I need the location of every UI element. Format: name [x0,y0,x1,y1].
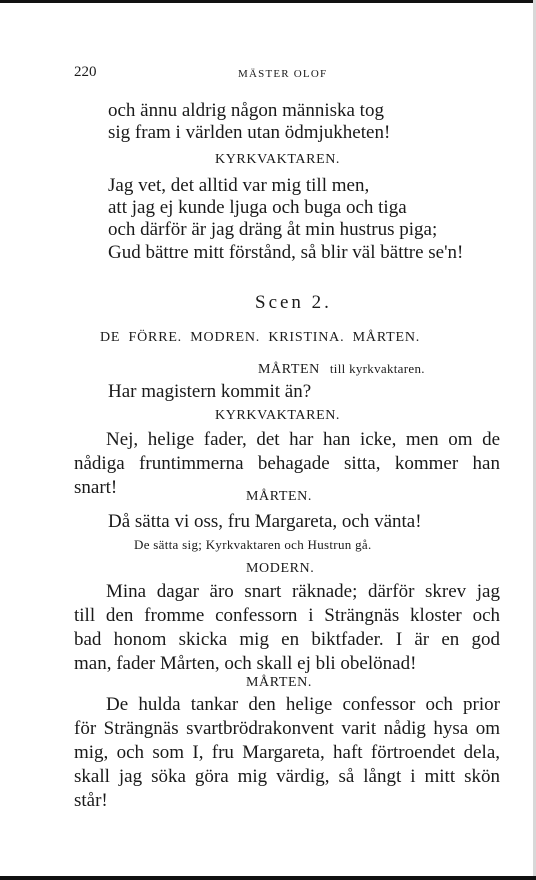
speaker-name: MÅRTEN. [246,675,312,690]
speaker-name: MÅRTEN [258,362,320,377]
page-number: 220 [74,64,97,80]
dialogue-line: Då sätta vi oss, fru Margareta, och vänta! [108,511,422,532]
dialogue-line: Har magistern kommit än? [108,381,312,402]
verse-line: att jag ej kunde ljuga och buga och tiga [108,197,407,218]
speaker-name: KYRKVAKTAREN. [215,152,341,167]
prose-line: mig, och som I, fru Margareta, haft förtroendet dela, [74,742,500,763]
verse-line: och ännu aldrig någon människa tog [108,100,384,121]
scene-title: Scen 2. [255,292,332,313]
verse-line: Gud bättre mitt förstånd, så blir väl bättre se'n! [108,242,464,263]
prose-line: står! [74,790,108,811]
prose-line: Nej, helige fader, det har han icke, men om de [106,429,500,450]
prose-paragraph [74,693,500,813]
speaker-name: KYRKVAKTAREN. [215,408,341,423]
prose-line: till den fromme confessorn i Strängnäs kloster och [74,605,500,626]
speaker-name: MÅRTEN. [246,489,312,504]
prose-line: skall jag söka göra mig värdig, så långt i mitt skön [74,766,500,787]
verse-line: och därför är jag dräng åt min hustrus piga; [108,219,438,240]
stage-direction: till kyrkvaktaren. [329,361,425,376]
running-title: MÄSTER OLOF [238,68,328,80]
prose-line: snart! [74,477,118,498]
bottom-rule [0,876,536,880]
prose-line: bad honom skicka mig en biktfader. I är en god [74,629,500,650]
speaker-with-direction [258,360,425,378]
prose-line: Mina dagar äro snart räknade; därför skrev jag [106,581,500,602]
prose-line: De hulda tankar den helige confessor och prior [106,694,500,715]
verse-line: Jag vet, det alltid var mig till men, [108,175,370,196]
stage-direction: De sätta sig; Kyrkvaktaren och Hustrun gå. [134,537,372,552]
prose-line: man, fader Mårten, och skall ej bli obelönad! [74,653,417,674]
verse-line: sig fram i världen utan ödmjukheten! [108,122,391,143]
prose-paragraph [74,580,500,676]
prose-line: nådiga fruntimmerna behagade sitta, kommer han [74,453,500,474]
prose-line: för Strängnäs svartbrödrakonvent varit nådig hysa om [74,718,500,739]
speaker-name: MODERN. [246,561,315,576]
cast-list: DE FÖRRE. MODREN. KRISTINA. MÅRTEN. [100,330,421,345]
top-rule [0,0,536,3]
